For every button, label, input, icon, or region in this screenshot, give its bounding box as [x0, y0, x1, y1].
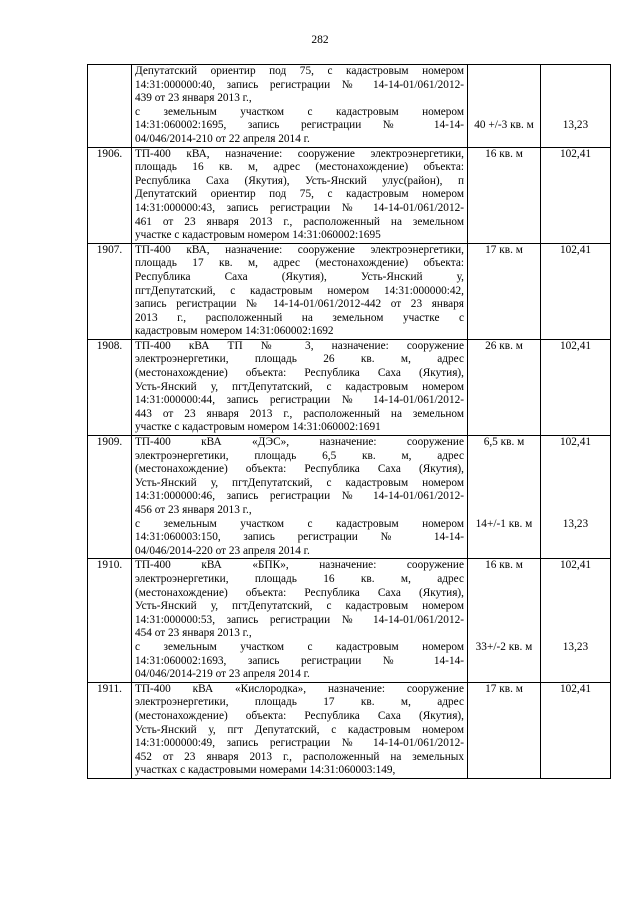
description-line: 14:31:060003:150, запись регистрации № 14-14- [135, 531, 464, 544]
description-line: 14:31:000000:46, запись регистрации № 14-14-01/061/2012- [135, 490, 464, 503]
area-value [471, 600, 537, 614]
value-cell [541, 243, 611, 339]
description-line: 14:31:000000:40, запись регистрации № 14-14-01/061/2012- [135, 78, 464, 91]
table-row [88, 147, 611, 243]
description-line: ТП-400 кВА «БПК», назначение: сооружение [135, 559, 464, 572]
cost-value [544, 668, 607, 682]
area-value: 17 кв. м [485, 243, 523, 256]
description-line: пгтДепутатский, с кадастровым номером 14:31:000000:42, [135, 284, 464, 297]
row-number: 1910. [88, 559, 132, 682]
area-value [471, 463, 537, 477]
cost-value [544, 65, 607, 79]
table-row [88, 339, 611, 435]
description-line: 14:31:000000:44, запись регистрации № 14-14-01/061/2012- [135, 394, 464, 407]
description-line: 04/046/2014-210 от 22 апреля 2014 г. [135, 132, 310, 145]
description-line: 456 от 23 января 2013 г., [135, 504, 252, 516]
description-line: 439 от 23 января 2013 г., [135, 92, 252, 105]
area-value [471, 106, 537, 120]
cost-value [544, 587, 607, 601]
table-body [88, 65, 611, 779]
description-line: 14:31:060002:1693, запись регистрации № 14-14- [135, 654, 464, 667]
property-table [87, 64, 611, 779]
object-description [132, 65, 468, 148]
object-description [132, 243, 468, 339]
value-cell [541, 65, 611, 148]
description-line: ТП-400 кВА «Кислородка», назначение: сооружение [135, 682, 464, 695]
object-description [132, 147, 468, 243]
cost-value [544, 79, 607, 93]
cost-value [544, 477, 607, 491]
area-cell [468, 147, 541, 243]
description-line: 2013 г., расположенный на земельном участке с [135, 311, 464, 324]
description-line: (местонахождение) объекта: Республика Саха (Якутия), [135, 709, 464, 722]
table-row [88, 682, 611, 778]
area-value [471, 531, 537, 545]
cost-value: 102,41 [559, 682, 592, 695]
area-value: 33+/-2 кв. м [475, 640, 533, 653]
description-line: с земельным участком с кадастровым номером [135, 640, 464, 653]
area-value [471, 587, 537, 601]
value-cell [541, 682, 611, 778]
description-line: 14:31:000000:49, запись регистрации № 14-14-01/061/2012- [135, 737, 464, 750]
cost-value [544, 450, 607, 464]
cost-value [544, 545, 607, 559]
area-value [471, 668, 537, 682]
value-cell [541, 436, 611, 559]
area-cell [468, 65, 541, 148]
description-line: 04/046/2014-219 от 23 апреля 2014 г. [135, 668, 310, 681]
description-line: Усть-Янский у, пгтДепутатский, с кадастровым номером [135, 600, 464, 613]
area-value [471, 573, 537, 587]
description-line: с земельным участком с кадастровым номером [135, 517, 464, 530]
cost-value [544, 133, 607, 147]
description-line: электроэнергетики, площадь 26 кв. м, адрес [135, 353, 464, 366]
row-number [88, 65, 132, 148]
area-value [471, 490, 537, 504]
description-line: с земельным участком с кадастровым номером [135, 105, 464, 118]
object-description [132, 339, 468, 435]
row-number: 1906. [88, 147, 132, 243]
area-value [471, 655, 537, 669]
cost-value: 102,41 [559, 339, 592, 352]
description-line: электроэнергетики, площадь 16 кв. м, адрес [135, 572, 464, 585]
description-line: 14:31:060002:1695, запись регистрации № 14-14- [135, 119, 464, 132]
description-line: (местонахождение) объекта: Республика Саха (Якутия), [135, 463, 464, 476]
cost-value: 102,41 [559, 243, 592, 256]
cost-value: 13,23 [562, 640, 589, 653]
description-line: Усть-Янский у, пгт Депутатский, с кадастровым номером [135, 723, 464, 736]
description-line: электроэнергетики, площадь 17 кв. м, адрес [135, 696, 464, 709]
row-number: 1908. [88, 339, 132, 435]
description-line: Депутатский ориентир под 75, с кадастровым номером [135, 188, 464, 201]
cost-value: 102,41 [559, 559, 592, 572]
area-value: 6,5 кв. м [483, 436, 525, 449]
description-line: площадь 16 кв. м, адрес (местонахождение) объекта: [135, 161, 464, 174]
table-row [88, 243, 611, 339]
description-line: (местонахождение) объекта: Республика Саха (Якутия), [135, 586, 464, 599]
area-value [471, 477, 537, 491]
cost-value: 102,41 [559, 147, 592, 160]
description-line: 452 от 23 января 2013 г., расположенный на земельных [135, 750, 464, 763]
row-number: 1907. [88, 243, 132, 339]
cost-value: 102,41 [559, 436, 592, 449]
area-value [471, 614, 537, 628]
description-line: ТП-400 кВА, назначение: сооружение электроэнергетики, [135, 243, 464, 256]
area-value [471, 79, 537, 93]
value-cell [541, 559, 611, 682]
description-line: Депутатский ориентир под 75, с кадастровым номером [135, 65, 464, 77]
cost-value [544, 655, 607, 669]
description-line: 14:31:000000:53, запись регистрации № 14-14-01/061/2012- [135, 613, 464, 626]
description-line: 443 от 23 января 2013 г., расположенный на земельном [135, 407, 464, 420]
table-row [88, 436, 611, 559]
description-line: Республика Саха (Якутия), Усть-Янский улус(район), п [135, 174, 464, 187]
area-value: 14+/-1 кв. м [475, 517, 533, 530]
cost-value [544, 463, 607, 477]
cost-value [544, 600, 607, 614]
description-line: площадь 17 кв. м, адрес (местонахождение) объекта: [135, 257, 464, 270]
cost-value: 13,23 [562, 517, 589, 530]
area-cell [468, 682, 541, 778]
description-line: ТП-400 кВА, назначение: сооружение электроэнергетики, [135, 147, 464, 160]
value-cell [541, 147, 611, 243]
description-line: Усть-Янский у, пгтДепутатский, с кадастровым номером [135, 380, 464, 393]
description-line: 461 от 23 января 2013 г., расположенный на земельном [135, 215, 464, 228]
area-value [471, 627, 537, 641]
table-row [88, 65, 611, 148]
description-line: ТП-400 кВА «ДЭС», назначение: сооружение [135, 436, 464, 449]
cost-value [544, 531, 607, 545]
cost-value [544, 627, 607, 641]
area-cell [468, 339, 541, 435]
description-line: запись регистрации № 14-14-01/061/2012-442 от 23 января [135, 298, 464, 311]
area-value: 17 кв. м [485, 682, 523, 695]
description-line: Усть-Янский у, пгтДепутатский, с кадастровым номером [135, 476, 464, 489]
area-value [471, 450, 537, 464]
description-line: 14:31:000000:43, запись регистрации № 14-14-01/061/2012- [135, 201, 464, 214]
table-row [88, 559, 611, 682]
cost-value: 13,23 [562, 119, 589, 132]
area-value: 40 +/-3 кв. м [474, 119, 534, 132]
cost-value [544, 490, 607, 504]
area-value [471, 92, 537, 106]
area-value: 16 кв. м [485, 147, 523, 160]
cost-value [544, 614, 607, 628]
description-line: участке с кадастровым номером 14:31:060002:1691 [135, 421, 381, 434]
area-cell [468, 243, 541, 339]
description-line: участке с кадастровым номером 14:31:060002:1695 [135, 229, 381, 242]
object-description [132, 682, 468, 778]
description-line: электроэнергетики, площадь 6,5 кв. м, адрес [135, 449, 464, 462]
area-value: 26 кв. м [485, 339, 523, 352]
description-line: Республика Саха (Якутия), Усть-Янский у, [135, 270, 464, 283]
area-value: 16 кв. м [485, 559, 523, 572]
description-line: 04/046/2014-220 от 23 апреля 2014 г. [135, 544, 310, 557]
row-number: 1909. [88, 436, 132, 559]
area-value [471, 133, 537, 147]
area-cell [468, 436, 541, 559]
description-line: 454 от 23 января 2013 г., [135, 627, 252, 640]
page-number: 282 [311, 34, 329, 46]
row-number: 1911. [88, 682, 132, 778]
cost-value [544, 573, 607, 587]
description-line: кадастровым номером 14:31:060002:1692 [135, 325, 334, 338]
area-value [471, 65, 537, 79]
value-cell [541, 339, 611, 435]
object-description [132, 436, 468, 559]
area-value [471, 545, 537, 559]
cost-value [544, 106, 607, 120]
area-value [471, 504, 537, 518]
description-line: (местонахождение) объекта: Республика Саха (Якутия), [135, 367, 464, 380]
area-cell [468, 559, 541, 682]
object-description [132, 559, 468, 682]
description-line: участках с кадастровыми номерами 14:31:060003:149, [135, 764, 396, 777]
cost-value [544, 504, 607, 518]
cost-value [544, 92, 607, 106]
description-line: ТП-400 кВА ТП № 3, назначение: сооружение [135, 339, 464, 352]
